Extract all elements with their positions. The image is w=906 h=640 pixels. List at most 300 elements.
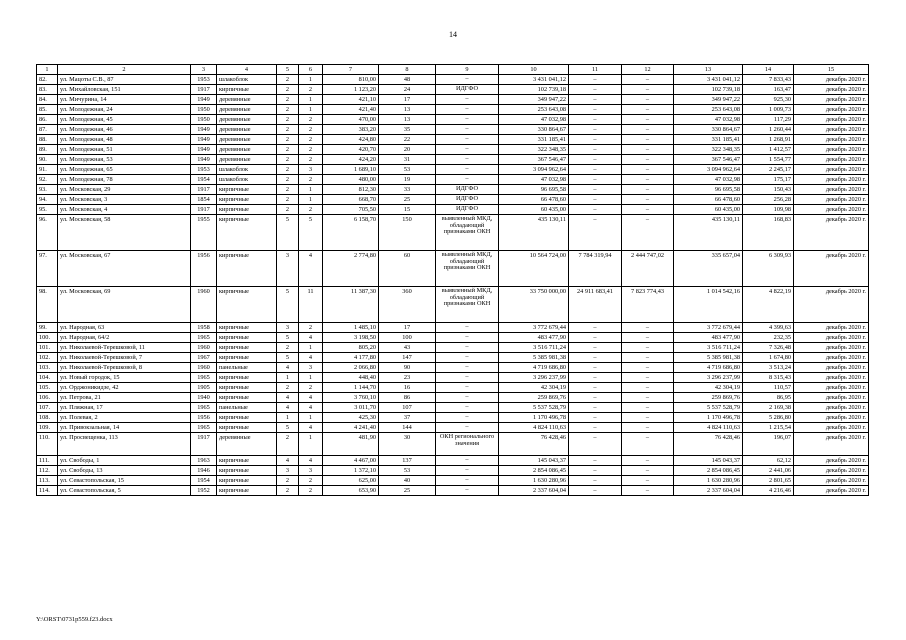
table-cell: 1 170 496,78	[499, 413, 569, 423]
table-cell: 3 296 237,99	[674, 373, 743, 383]
table-cell: –	[622, 433, 674, 456]
table-cell: 1 009,73	[743, 105, 794, 115]
table-cell: 89.	[37, 145, 58, 155]
table-cell: 53	[379, 466, 436, 476]
table-cell: 1949	[191, 155, 217, 165]
table-cell: –	[622, 125, 674, 135]
table-cell: 3 431 041,12	[499, 75, 569, 85]
table-cell: 84.	[37, 95, 58, 105]
table-cell: 2	[277, 433, 299, 456]
table-cell: 114.	[37, 486, 58, 496]
table-cell: –	[569, 145, 622, 155]
table-cell: 253 643,08	[674, 105, 743, 115]
table-cell: 7 833,43	[743, 75, 794, 85]
table-cell: кирпичные	[217, 393, 277, 403]
table-cell: 16	[379, 383, 436, 393]
table-cell: 108.	[37, 413, 58, 423]
table-cell: 2 169,38	[743, 403, 794, 413]
table-cell: кирпичные	[217, 85, 277, 95]
table-cell: 85.	[37, 105, 58, 115]
table-cell: 5	[277, 287, 299, 323]
table-cell: 2 444 747,02	[622, 251, 674, 287]
table-cell: шлакоблок	[217, 175, 277, 185]
table-cell: декабрь 2020 г.	[794, 105, 869, 115]
table-cell: –	[622, 155, 674, 165]
table-cell: –	[622, 423, 674, 433]
table-cell: 145 043,37	[674, 456, 743, 466]
table-row	[37, 476, 869, 486]
table-cell: –	[569, 95, 622, 105]
table-cell: 3 772 679,44	[499, 323, 569, 333]
table-cell: 1	[299, 373, 323, 383]
table-row	[37, 85, 869, 95]
table-cell: 42 304,19	[674, 383, 743, 393]
table-cell: декабрь 2020 г.	[794, 423, 869, 433]
table-row	[37, 115, 869, 125]
table-cell: –	[569, 125, 622, 135]
table-cell: –	[436, 466, 499, 476]
table-cell: 2	[277, 125, 299, 135]
table-cell: 76 428,46	[499, 433, 569, 456]
table-cell: 47 032,98	[499, 175, 569, 185]
table-cell: декабрь 2020 г.	[794, 373, 869, 383]
table-cell: ИДГФО	[436, 85, 499, 95]
table-cell: 1956	[191, 413, 217, 423]
table-cell: 2 337 604,04	[499, 486, 569, 496]
table-cell: 147	[379, 353, 436, 363]
table-cell: 1 630 280,96	[674, 476, 743, 486]
table-cell: 97.	[37, 251, 58, 287]
table-row	[37, 205, 869, 215]
table-cell: декабрь 2020 г.	[794, 75, 869, 85]
table-cell: 175,17	[743, 175, 794, 185]
table-cell: –	[622, 85, 674, 95]
table-cell: 10 564 724,00	[499, 251, 569, 287]
table-cell: –	[622, 135, 674, 145]
table-cell: 232,35	[743, 333, 794, 343]
table-cell: 1917	[191, 433, 217, 456]
table-cell: –	[436, 423, 499, 433]
table-cell: –	[436, 125, 499, 135]
table-cell: 4 216,46	[743, 486, 794, 496]
table-cell: 90	[379, 363, 436, 373]
table-cell: 1940	[191, 393, 217, 403]
table-cell: 98.	[37, 287, 58, 323]
table-cell: –	[436, 115, 499, 125]
table-row	[37, 251, 869, 287]
table-cell: 93.	[37, 185, 58, 195]
table-cell: 4	[299, 403, 323, 413]
table-cell: 4 399,63	[743, 323, 794, 333]
table-cell: ул. Московская, 29	[58, 185, 191, 195]
table-cell: 66 478,60	[674, 195, 743, 205]
table-cell: –	[436, 456, 499, 466]
table-cell: –	[622, 165, 674, 175]
table-cell: –	[622, 383, 674, 393]
table-cell: 5 286,80	[743, 413, 794, 423]
table-cell: 47 032,98	[499, 115, 569, 125]
table-cell: 653,90	[323, 486, 379, 496]
table-cell: 1	[299, 75, 323, 85]
table-cell: 2	[299, 85, 323, 95]
table-cell: –	[569, 413, 622, 423]
table-cell: декабрь 2020 г.	[794, 433, 869, 456]
table-cell: 2	[277, 115, 299, 125]
table-cell: 102 739,18	[499, 85, 569, 95]
table-cell: ул. Петрова, 21	[58, 393, 191, 403]
table-cell: декабрь 2020 г.	[794, 476, 869, 486]
table-cell: –	[622, 185, 674, 195]
table-cell: –	[436, 165, 499, 175]
table-cell: 1854	[191, 195, 217, 205]
table-cell: кирпичные	[217, 205, 277, 215]
table-row	[37, 135, 869, 145]
table-cell: 1	[299, 433, 323, 456]
table-cell: ул. Николаевой-Терешковой, 7	[58, 353, 191, 363]
table-cell: 4	[299, 423, 323, 433]
table-cell: ул. Московская, 58	[58, 215, 191, 251]
table-cell: ул. Севастопольская, 5	[58, 486, 191, 496]
table-cell: 2	[277, 205, 299, 215]
table-cell: кирпичные	[217, 195, 277, 205]
table-cell: кирпичные	[217, 185, 277, 195]
table-cell: 812,30	[323, 185, 379, 195]
column-header: 10	[499, 65, 569, 75]
table-cell: 4	[277, 393, 299, 403]
table-cell: 103.	[37, 363, 58, 373]
table-cell: 435 130,11	[674, 215, 743, 251]
table-cell: –	[569, 85, 622, 95]
table-cell: –	[436, 403, 499, 413]
table-cell: 1950	[191, 115, 217, 125]
table-cell: 3 296 237,99	[499, 373, 569, 383]
table-cell: кирпичные	[217, 456, 277, 466]
table-cell: 2	[299, 476, 323, 486]
table-cell: 104.	[37, 373, 58, 383]
table-cell: деревянные	[217, 155, 277, 165]
table-cell: 60	[379, 251, 436, 287]
table-row	[37, 413, 869, 423]
table-cell: ул. Московская, 69	[58, 287, 191, 323]
table-cell: декабрь 2020 г.	[794, 363, 869, 373]
table-cell: 91.	[37, 165, 58, 175]
table-cell: 19	[379, 175, 436, 185]
table-cell: 335 657,04	[674, 251, 743, 287]
table-row	[37, 363, 869, 373]
table-cell: 1 412,57	[743, 145, 794, 155]
table-cell: 112.	[37, 466, 58, 476]
table-cell: 1 268,91	[743, 135, 794, 145]
table-cell: выявленный МКД, обладающий признаками ОКН	[436, 215, 499, 251]
table-cell: 43	[379, 343, 436, 353]
table-cell: –	[436, 135, 499, 145]
table-cell: кирпичные	[217, 413, 277, 423]
table-cell: 1 372,10	[323, 466, 379, 476]
table-cell: 1	[299, 413, 323, 423]
table-cell: 1965	[191, 423, 217, 433]
table-cell: –	[622, 105, 674, 115]
table-cell: –	[569, 205, 622, 215]
table-cell: 1967	[191, 353, 217, 363]
table-cell: 5 537 528,79	[499, 403, 569, 413]
table-cell: ул. Полевая, 2	[58, 413, 191, 423]
table-cell: 1	[299, 105, 323, 115]
table-cell: 2	[299, 145, 323, 155]
table-cell: ул. Николаевой-Терешковой, 8	[58, 363, 191, 373]
table-cell: 1963	[191, 456, 217, 466]
table-cell: 4	[299, 251, 323, 287]
table-cell: декабрь 2020 г.	[794, 175, 869, 185]
column-header: 3	[191, 65, 217, 75]
table-cell: 106.	[37, 393, 58, 403]
table-cell: 168,83	[743, 215, 794, 251]
table-cell: 107	[379, 403, 436, 413]
table-cell: 76 428,46	[674, 433, 743, 456]
table-cell: 1 485,10	[323, 323, 379, 333]
table-cell: 7 784 319,94	[569, 251, 622, 287]
table-cell: 25	[379, 486, 436, 496]
table-cell: –	[569, 333, 622, 343]
table-cell: 1	[299, 95, 323, 105]
table-cell: 259 869,76	[499, 393, 569, 403]
table-cell: 1 014 542,16	[674, 287, 743, 323]
table-cell: 30	[379, 433, 436, 456]
table-cell: –	[569, 185, 622, 195]
table-row	[37, 383, 869, 393]
table-cell: –	[622, 353, 674, 363]
table-cell: кирпичные	[217, 215, 277, 251]
table-cell: выявленный МКД, обладающий признаками ОКН	[436, 251, 499, 287]
table-cell: 3 094 962,64	[674, 165, 743, 175]
table-row	[37, 175, 869, 185]
table-cell: 322 348,35	[674, 145, 743, 155]
table-cell: декабрь 2020 г.	[794, 135, 869, 145]
table-cell: панельные	[217, 403, 277, 413]
table-cell: декабрь 2020 г.	[794, 413, 869, 423]
table-cell: 1946	[191, 466, 217, 476]
table-cell: 1960	[191, 363, 217, 373]
table-cell: 4 824 110,63	[674, 423, 743, 433]
table-cell: 349 947,22	[674, 95, 743, 105]
table-cell: 2	[299, 486, 323, 496]
table-cell: 150,43	[743, 185, 794, 195]
table-cell: 2 801,65	[743, 476, 794, 486]
table-cell: 2	[299, 205, 323, 215]
table-cell: 5	[299, 215, 323, 251]
table-row	[37, 393, 869, 403]
table-cell: 96 695,58	[499, 185, 569, 195]
table-row	[37, 75, 869, 85]
table-cell: 1965	[191, 333, 217, 343]
table-cell: 86	[379, 393, 436, 403]
table-cell: 11	[299, 287, 323, 323]
table-cell: 2	[299, 125, 323, 135]
table-cell: декабрь 2020 г.	[794, 195, 869, 205]
table-cell: 17	[379, 95, 436, 105]
table-cell: 1949	[191, 125, 217, 135]
table-cell: кирпичные	[217, 251, 277, 287]
table-cell: 1958	[191, 323, 217, 333]
table-cell: 4	[299, 456, 323, 466]
table-cell: 331 185,41	[499, 135, 569, 145]
table-cell: 2	[277, 85, 299, 95]
table-cell: –	[622, 476, 674, 486]
table-cell: 668,70	[323, 195, 379, 205]
table-cell: 47 032,98	[674, 175, 743, 185]
table-cell: 8 315,43	[743, 373, 794, 383]
table-cell: деревянные	[217, 95, 277, 105]
table-cell: ул. Пляжная, 17	[58, 403, 191, 413]
table-cell: 1956	[191, 251, 217, 287]
table-row	[37, 456, 869, 466]
table-cell: 2	[277, 155, 299, 165]
table-cell: –	[436, 373, 499, 383]
table-cell: 17	[379, 323, 436, 333]
table-cell: 96.	[37, 215, 58, 251]
table-cell: –	[569, 353, 622, 363]
table-cell: –	[569, 433, 622, 456]
table-cell: –	[569, 476, 622, 486]
table-cell: ул. Новый городок, 15	[58, 373, 191, 383]
table-row	[37, 486, 869, 496]
table-cell: –	[622, 205, 674, 215]
table-cell: 331 185,41	[674, 135, 743, 145]
table-cell: 4 467,00	[323, 456, 379, 466]
table-cell: 48	[379, 75, 436, 85]
table-cell: 62,12	[743, 456, 794, 466]
table-cell: 102 739,18	[674, 85, 743, 95]
file-path-footer: Y:\ORST\0731p559.f23.docx	[36, 616, 113, 623]
table-cell: декабрь 2020 г.	[794, 251, 869, 287]
column-header: 9	[436, 65, 499, 75]
table-cell: 23	[379, 373, 436, 383]
table-cell: шлакоблок	[217, 75, 277, 85]
table-cell: –	[569, 105, 622, 115]
table-cell: 625,00	[323, 476, 379, 486]
page-number: 14	[449, 30, 457, 39]
column-header: 1	[37, 65, 58, 75]
table-cell: –	[436, 175, 499, 185]
table-row	[37, 215, 869, 251]
table-cell: 2	[277, 165, 299, 175]
table-cell: кирпичные	[217, 343, 277, 353]
table-cell: 2 774,80	[323, 251, 379, 287]
table-cell: 367 546,47	[674, 155, 743, 165]
table-cell: 86,95	[743, 393, 794, 403]
table-cell: –	[622, 373, 674, 383]
table-cell: кирпичные	[217, 466, 277, 476]
table-cell: –	[436, 476, 499, 486]
table-cell: 111.	[37, 456, 58, 466]
column-header: 11	[569, 65, 622, 75]
table-cell: 1955	[191, 215, 217, 251]
table-cell: 483 477,90	[674, 333, 743, 343]
table-cell: кирпичные	[217, 476, 277, 486]
table-cell: декабрь 2020 г.	[794, 95, 869, 105]
table-cell: 1950	[191, 105, 217, 115]
table-cell: 86.	[37, 115, 58, 125]
table-cell: 1960	[191, 287, 217, 323]
table-cell: 1 260,44	[743, 125, 794, 135]
table-cell: 2	[277, 105, 299, 115]
table-cell: 2	[277, 185, 299, 195]
table-cell: ул. Молодежная, 48	[58, 135, 191, 145]
table-cell: 2 066,80	[323, 363, 379, 373]
column-header: 2	[58, 65, 191, 75]
table-cell: 105.	[37, 383, 58, 393]
table-row	[37, 353, 869, 363]
table-cell: 425,30	[323, 413, 379, 423]
table-cell: –	[569, 456, 622, 466]
table-cell: 25	[379, 195, 436, 205]
table-cell: 705,50	[323, 205, 379, 215]
table-cell: 37	[379, 413, 436, 423]
table-cell: –	[622, 343, 674, 353]
table-cell: 360	[379, 287, 436, 323]
table-cell: 1 123,20	[323, 85, 379, 95]
table-cell: кирпичные	[217, 353, 277, 363]
table-cell: 367 546,47	[499, 155, 569, 165]
table-cell: ул. Молодежная, 51	[58, 145, 191, 155]
table-cell: 24 911 683,41	[569, 287, 622, 323]
table-cell: –	[622, 323, 674, 333]
table-cell: –	[436, 75, 499, 85]
table-cell: 383,20	[323, 125, 379, 135]
table-cell: 1	[299, 343, 323, 353]
table-cell: 100	[379, 333, 436, 343]
column-header: 5	[277, 65, 299, 75]
table-cell: ул. Народная, 63	[58, 323, 191, 333]
table-cell: 3 772 679,44	[674, 323, 743, 333]
table-cell: 3 198,50	[323, 333, 379, 343]
table-cell: 5	[277, 353, 299, 363]
table-cell: панельные	[217, 363, 277, 373]
table-cell: 7 326,48	[743, 343, 794, 353]
table-cell: –	[569, 155, 622, 165]
table-cell: кирпичные	[217, 373, 277, 383]
table-cell: 101.	[37, 343, 58, 353]
table-cell: декабрь 2020 г.	[794, 85, 869, 95]
table-cell: декабрь 2020 г.	[794, 393, 869, 403]
table-cell: ИДГФО	[436, 205, 499, 215]
table-cell: 3	[299, 165, 323, 175]
table-cell: –	[622, 195, 674, 205]
table-cell: 253 643,08	[499, 105, 569, 115]
table-cell: деревянные	[217, 105, 277, 115]
table-cell: 107.	[37, 403, 58, 413]
table-cell: декабрь 2020 г.	[794, 215, 869, 251]
table-cell: 2 245,17	[743, 165, 794, 175]
table-cell: 4 824 110,63	[499, 423, 569, 433]
table-cell: 810,00	[323, 75, 379, 85]
table-cell: ул. Севастопольская, 15	[58, 476, 191, 486]
table-cell: 330 864,67	[499, 125, 569, 135]
table-cell: декабрь 2020 г.	[794, 185, 869, 195]
table-cell: декабрь 2020 г.	[794, 383, 869, 393]
table-cell: 259 869,76	[674, 393, 743, 403]
table-cell: 1960	[191, 343, 217, 353]
table-row	[37, 373, 869, 383]
table-cell: 2	[299, 155, 323, 165]
table-cell: 4	[299, 333, 323, 343]
table-cell: –	[622, 466, 674, 476]
table-cell: ул. Свободы, 13	[58, 466, 191, 476]
table-cell: –	[569, 195, 622, 205]
table-cell: 1953	[191, 75, 217, 85]
table-cell: декабрь 2020 г.	[794, 403, 869, 413]
table-cell: 87.	[37, 125, 58, 135]
table-cell: –	[436, 353, 499, 363]
